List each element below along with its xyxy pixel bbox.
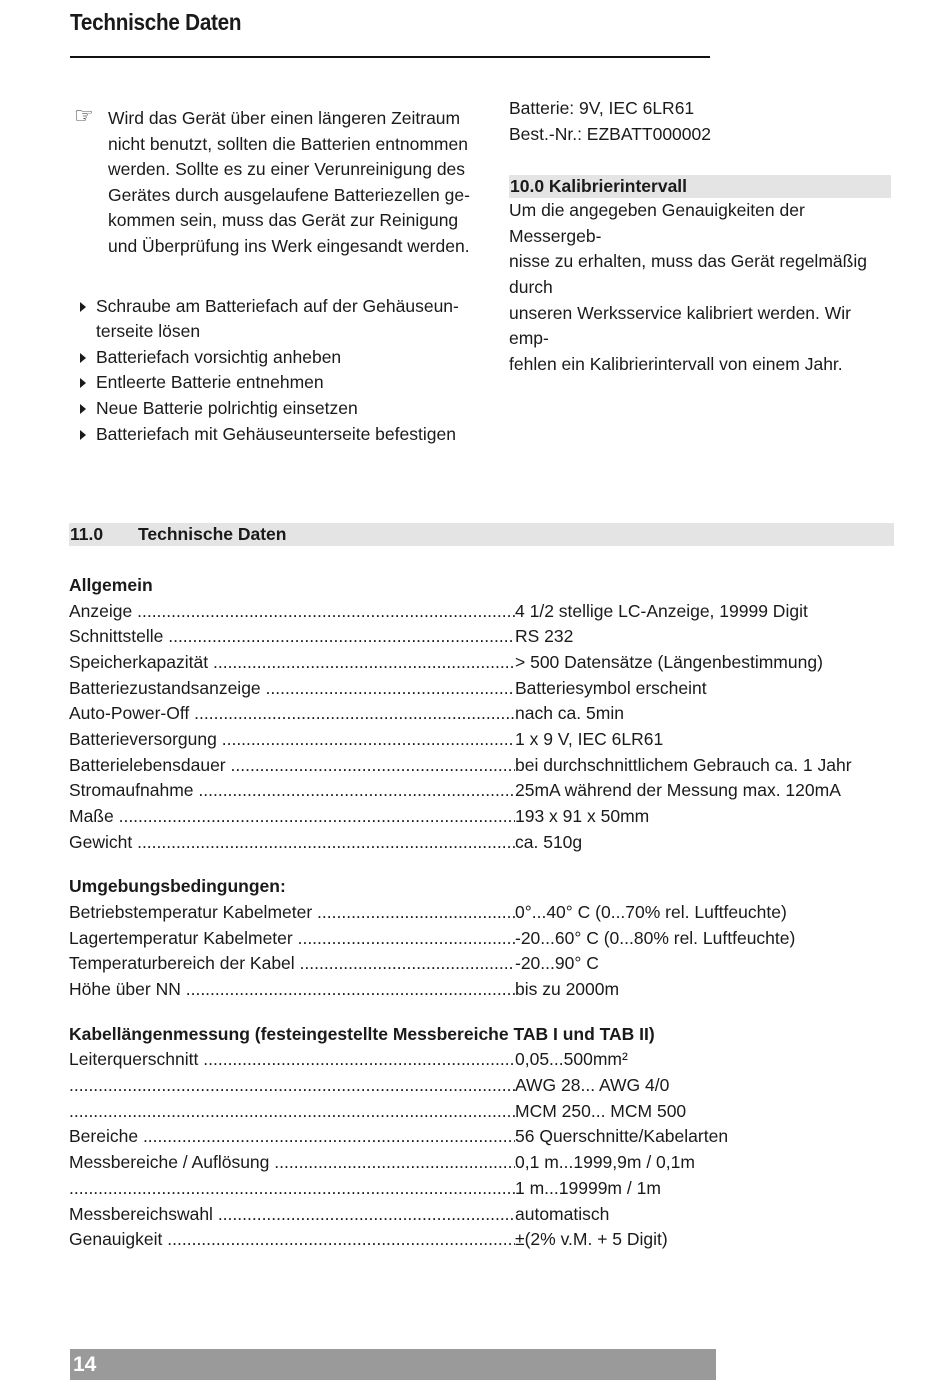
spec-row xyxy=(69,977,899,1003)
spec-label: Messbereiche / Auflösung ..... xyxy=(69,1150,515,1176)
spec-value: MCM 250... MCM 500 xyxy=(515,1100,687,1121)
left-column xyxy=(70,103,470,447)
spec-value: 0,1 m...1999,9m / 0,1m xyxy=(515,1152,695,1173)
header-rule xyxy=(70,56,710,58)
section-title: Technische Daten xyxy=(138,524,287,544)
spec-group-cable xyxy=(69,1022,899,1253)
spec-value: > 500 Datensätze (Längenbestimmung) xyxy=(515,651,823,672)
spec-value: ±(2% v.M. + 5 Digit) xyxy=(515,1229,668,1250)
spec-row xyxy=(69,830,899,856)
list-item: Batteriefach vorsichtig anheben xyxy=(70,345,470,371)
group-title: Allgemein xyxy=(69,575,153,595)
spec-label: Auto-Power-Off ..... xyxy=(69,701,515,727)
spec-label xyxy=(69,1073,515,1099)
page-number: 14 xyxy=(73,1353,97,1376)
spec-label: Temperaturbereich der Kabel ..... xyxy=(69,951,515,977)
paragraph-line: Um die angegeben Genauigkeiten der Messergeb- xyxy=(509,200,805,246)
note-line: nicht benutzt, sollten die Batterien entnommen xyxy=(108,133,468,154)
spec-label: Höhe über NN ..... xyxy=(69,977,515,1003)
spec-row xyxy=(69,1047,899,1073)
paragraph-line: fehlen ein Kalibrierintervall von einem Jahr. xyxy=(509,353,843,374)
spec-row xyxy=(69,804,899,830)
spec-row xyxy=(69,900,899,926)
battery-steps-list xyxy=(70,294,470,448)
spec-value: 1 m...19999m / 1m xyxy=(515,1177,661,1198)
footer-bar xyxy=(70,1349,716,1380)
spec-value: -20...90° C xyxy=(515,953,599,974)
note-line: Wird das Gerät über einen längeren Zeitraum xyxy=(108,108,461,128)
list-item: Entleerte Batterie entnehmen xyxy=(70,370,470,396)
spec-value: 25mA während der Messung max. 120mA xyxy=(515,780,841,801)
pointing-hand-icon: ☞ xyxy=(74,103,94,128)
paragraph-line: unseren Werksservice kalibriert werden. Wir emp- xyxy=(509,302,852,349)
spec-label: Batterielebensdauer ..... xyxy=(69,753,515,779)
spec-value: bis zu 2000m xyxy=(515,979,620,1000)
list-item: Neue Batterie polrichtig einsetzen xyxy=(70,396,470,422)
spec-value: automatisch xyxy=(515,1203,610,1224)
note-block xyxy=(70,103,470,260)
spec-label: Stromaufnahme ..... xyxy=(69,778,515,804)
note-line: werden. Sollte es zu einer Verunreinigung des xyxy=(108,159,466,180)
spec-group-general xyxy=(69,573,899,855)
spec-row xyxy=(69,727,899,753)
spec-row xyxy=(69,1150,899,1176)
spec-row xyxy=(69,650,899,676)
spec-label: Lagertemperatur Kabelmeter ..... xyxy=(69,926,515,952)
spec-row xyxy=(69,624,899,650)
spec-label: Batteriezustandsanzeige ..... xyxy=(69,676,515,702)
spec-value: 56 Querschnitte/Kabelarten xyxy=(515,1126,729,1147)
list-item: Schraube am Batteriefach auf der Gehäuseun- terseite lösen xyxy=(70,294,470,345)
spec-label: Leiterquerschnitt ..... xyxy=(69,1047,515,1073)
triangle-bullet-icon xyxy=(80,430,86,440)
triangle-bullet-icon xyxy=(80,404,86,414)
triangle-bullet-icon xyxy=(80,378,86,388)
spec-row xyxy=(69,1073,899,1099)
section-heading-technical-data xyxy=(69,523,894,546)
spec-label: Bereiche ..... xyxy=(69,1124,515,1150)
spec-row xyxy=(69,676,899,702)
spec-value: -20...60° C (0...80% rel. Luftfeuchte) xyxy=(515,927,796,948)
spec-row xyxy=(69,1176,899,1202)
spec-row xyxy=(69,1124,899,1150)
spec-row xyxy=(69,951,899,977)
paragraph-line: nisse zu erhalten, muss das Gerät regelmäßig durch xyxy=(509,251,867,297)
right-column xyxy=(509,96,891,377)
list-item: Batteriefach mit Gehäuseunterseite befestigen xyxy=(70,422,470,448)
spec-value: ca. 510g xyxy=(515,831,583,852)
spec-label: Gewicht ..... xyxy=(69,830,515,856)
triangle-bullet-icon xyxy=(80,302,86,312)
triangle-bullet-icon xyxy=(80,353,86,363)
spec-value: 4 1/2 stellige LC-Anzeige, 19999 Digit xyxy=(515,600,808,621)
spec-label xyxy=(69,1099,515,1125)
page-title: Technische Daten xyxy=(70,9,242,35)
spec-row xyxy=(69,599,899,625)
battery-type: Batterie: 9V, IEC 6LR61 xyxy=(509,98,695,118)
battery-order-number: Best.-Nr.: EZBATT000002 xyxy=(509,123,711,144)
spec-value: 0,05...500mm² xyxy=(515,1049,628,1070)
spec-label: Messbereichswahl ..... xyxy=(69,1202,515,1228)
spec-value: 0°...40° C (0...70% rel. Luftfeuchte) xyxy=(515,902,787,923)
spec-value: nach ca. 5min xyxy=(515,703,624,724)
note-line: und Überprüfung ins Werk eingesandt werden. xyxy=(108,235,470,256)
spec-group-environment xyxy=(69,874,899,1002)
spec-label: Batterieversorgung ..... xyxy=(69,727,515,753)
spec-label: Genauigkeit ..... xyxy=(69,1227,515,1253)
spec-row xyxy=(69,926,899,952)
section-heading-calibration: 10.0 Kalibrierintervall xyxy=(509,175,891,198)
spec-row xyxy=(69,1227,899,1253)
spec-row xyxy=(69,701,899,727)
spec-sheet xyxy=(69,573,899,1272)
spec-value: 193 x 91 x 50mm xyxy=(515,806,650,827)
spec-label: Schnittstelle ..... xyxy=(69,624,515,650)
spec-label: Anzeige ..... xyxy=(69,599,515,625)
spec-value: RS 232 xyxy=(515,626,574,647)
spec-row xyxy=(69,1202,899,1228)
spec-label xyxy=(69,1176,515,1202)
spec-value: 1 x 9 V, IEC 6LR61 xyxy=(515,729,664,750)
group-title: Kabellängenmessung (festeingestellte Messbereiche TAB I und TAB II) xyxy=(69,1023,655,1044)
spec-value: Batteriesymbol erscheint xyxy=(515,677,707,698)
spec-value: AWG 28... AWG 4/0 xyxy=(515,1075,670,1096)
spec-row xyxy=(69,753,899,779)
spec-label: Maße ..... xyxy=(69,804,515,830)
note-line: kommen sein, muss das Gerät zur Reinigung xyxy=(108,210,459,231)
spec-value: bei durchschnittlichem Gebrauch ca. 1 Jahr xyxy=(515,754,852,775)
spec-row xyxy=(69,1099,899,1125)
note-line: Gerätes durch ausgelaufene Batteriezellen ge- xyxy=(108,184,470,205)
spec-label: Speicherkapazität ..... xyxy=(69,650,515,676)
spec-row xyxy=(69,778,899,804)
spec-label: Betriebstemperatur Kabelmeter ..... xyxy=(69,900,515,926)
section-number: 11.0 xyxy=(70,524,104,544)
group-title: Umgebungsbedingungen: xyxy=(69,876,286,897)
